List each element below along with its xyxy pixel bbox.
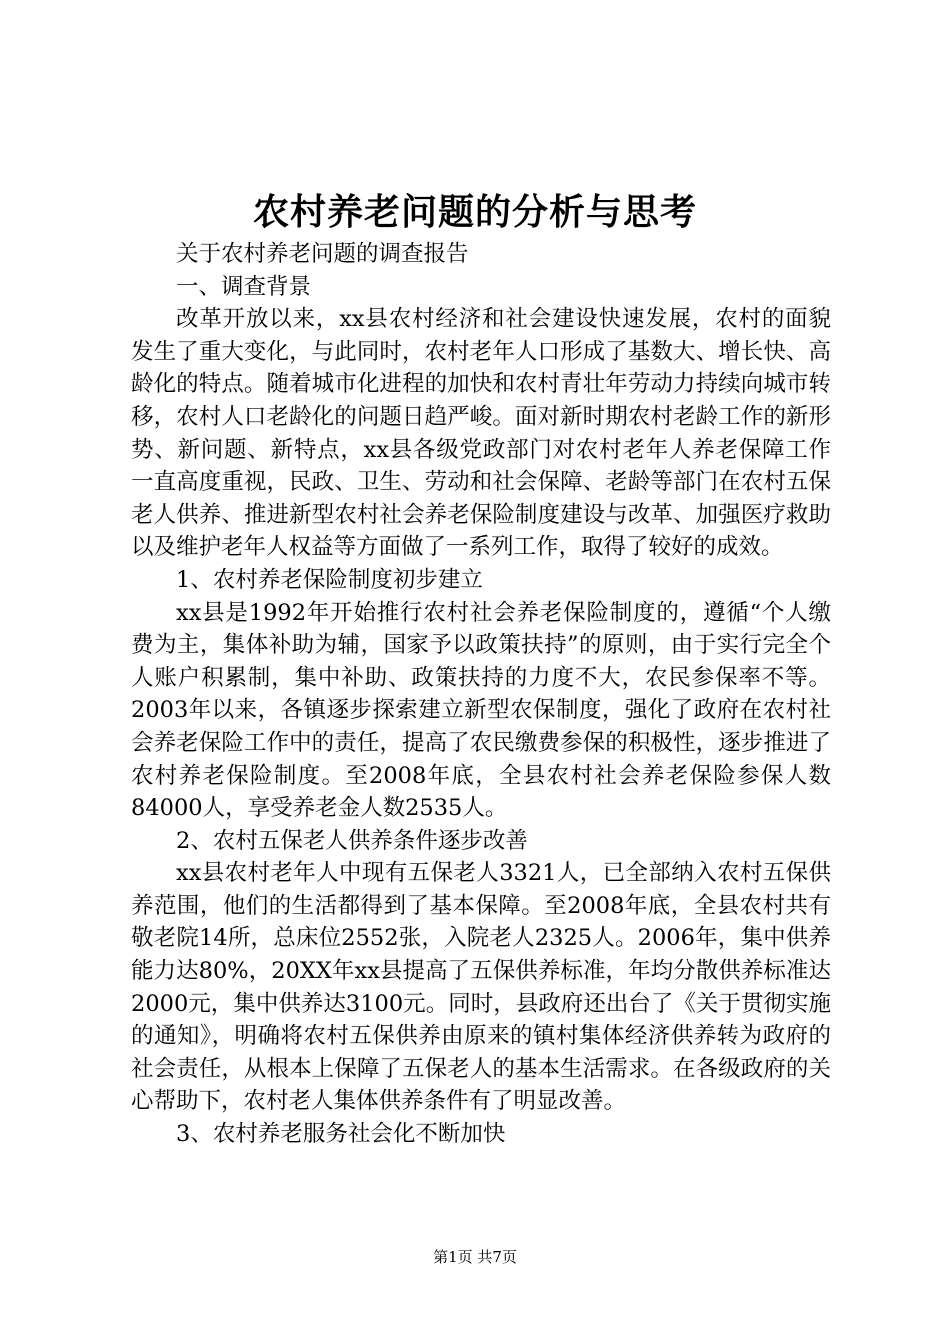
subheading-pension-insurance: 1、农村养老保险制度初步建立 bbox=[176, 566, 483, 593]
document-title: 农村养老问题的分析与思考 bbox=[252, 191, 697, 233]
section-heading-background: 一、调查背景 bbox=[176, 273, 312, 300]
paragraph-five-guarantee: xx县农村老年人中现有五保老人3321人，已全部纳入农村五保供养范围，他们的生活都得到了基本保障。至2008年底，全县农村共有敬老院14所，总床位2552张，入院老人2325人。2006年，集中供养能力达80%，20XX年xx县提高了五保供养标准，年均分散供养标准达2000元，集中供养达3100元。同时，县政府还出台了《关于贯彻实施的通知》，明确将农村五保供养由原来的镇村集体经济供养转为政府的社会责任，从根本上保障了五保老人的基本生活需求。在各级政府的关心帮助下，农村老人集体供养条件有了明显改善。 bbox=[131, 860, 831, 1115]
report-subtitle: 关于农村养老问题的调查报告 bbox=[176, 241, 469, 267]
paragraph-background: 改革开放以来，xx县农村经济和社会建设快速发展，农村的面貌发生了重大变化，与此同时，农村老年人口形成了基数大、增长快、高龄化的特点。随着城市化进程的加快和农村青壮年劳动力持续向城市转移，农村人口老龄化的问题日趋严峻。面对新时期农村老龄工作的新形势、新问题、新特点，xx县各级党政部门对农村老年人养老保障工作一直高度重视，民政、卫生、劳动和社会保障、老龄等部门在农村五保老人供养、推进新型农村社会养老保险制度建设与改革、加强医疗救助以及维护老年人权益等方面做了一系列工作，取得了较好的成效。 bbox=[131, 306, 831, 561]
subheading-socialization: 3、农村养老服务社会化不断加快 bbox=[176, 1121, 506, 1148]
page-footer: 第1页 共7页 bbox=[433, 1248, 517, 1266]
paragraph-pension-insurance: xx县是1992年开始推行农村社会养老保险制度的，遵循“个人缴费为主，集体补助为辅，国家予以政策扶持”的原则，由于实行完全个人账户积累制，集中补助、政策扶持的力度不大，农民参保率不等。2003年以来，各镇逐步探索建立新型农保制度，强化了政府在农村社会养老保险工作中的责任，提高了农民缴费参保的积极性，逐步推进了农村养老保险制度。至2008年底，全县农村社会养老保险参保人数84000人，享受养老金人数2535人。 bbox=[131, 599, 831, 822]
subheading-five-guarantee: 2、农村五保老人供养条件逐步改善 bbox=[176, 827, 528, 854]
document-body bbox=[131, 238, 831, 1151]
